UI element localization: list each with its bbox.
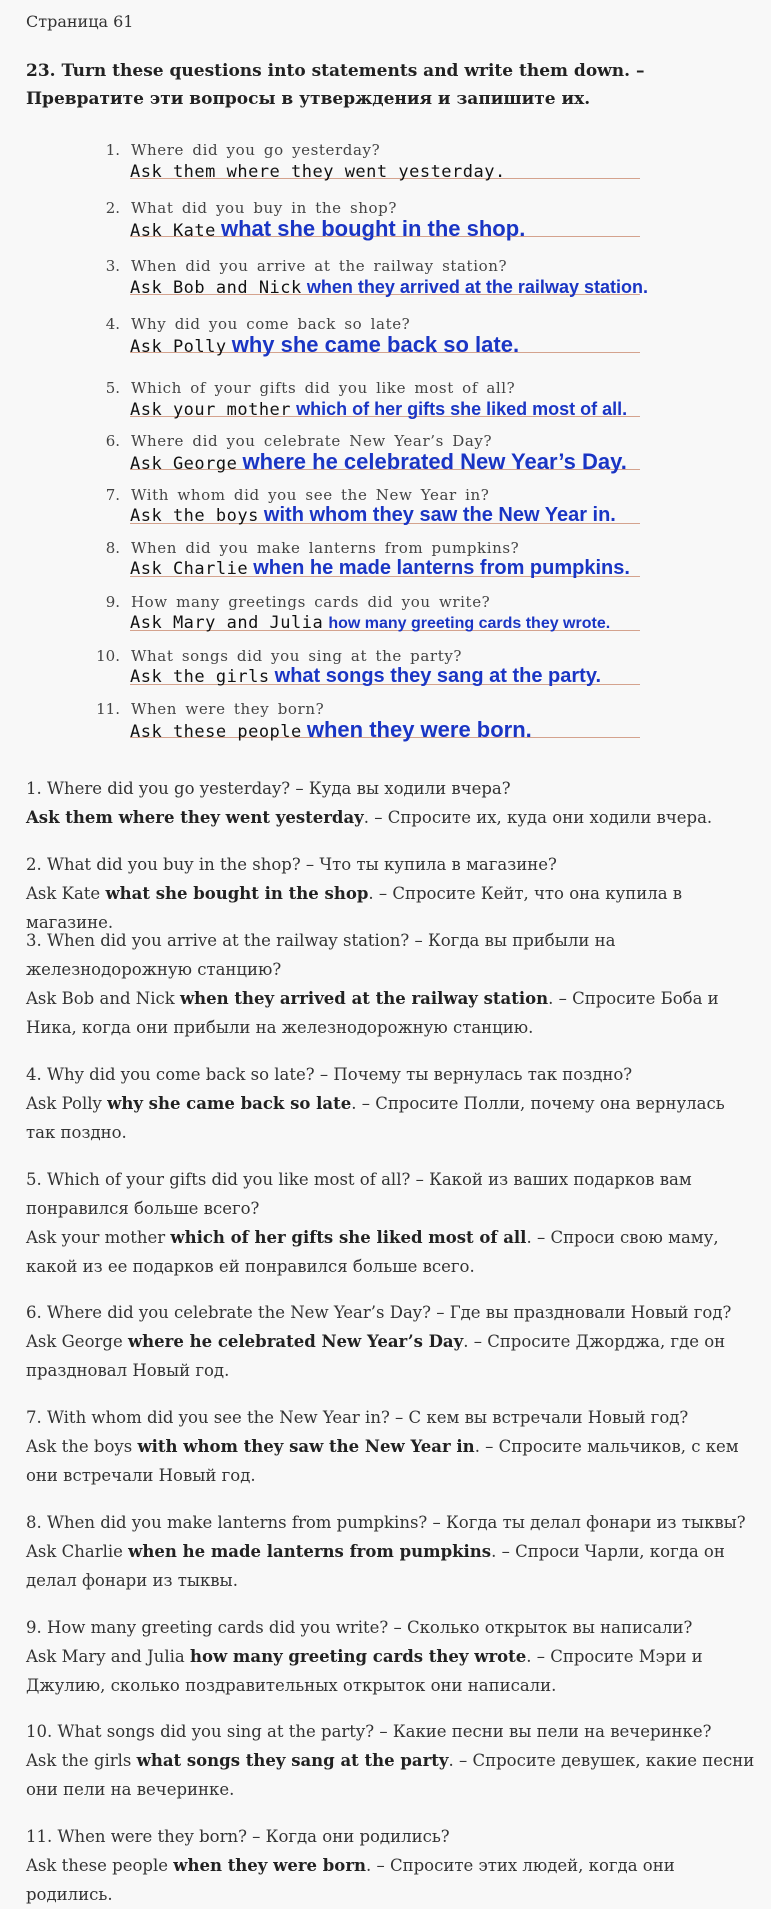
task-title: 23. Turn these questions into statements and write them down. – Превратите эти вопросы в утверждения и запишите их. [26,61,645,109]
entry-lead: Ask Polly [26,1094,108,1113]
translation-entry [26,1165,756,1281]
translation-entry [26,1717,756,1804]
item-number: 1. [105,141,120,159]
item-question: How many greetings cards did you write? [131,593,491,611]
typed-answer: when they were born. [306,717,532,742]
handwritten-prefix: Ask Charlie [130,559,249,579]
worksheet-item [0,315,771,367]
entry-answer-bold: what she bought in the shop [105,884,369,903]
entry-translation: . – Спросите их, куда они ходили вчера. [363,808,713,827]
entry-translation: . – Спросите Кейт, что она купила в магазине. [26,884,683,932]
item-number: 7. [105,486,120,504]
entry-lead: Ask the girls [26,1751,137,1770]
typed-answer: when they arrived at the railway station. [306,277,648,297]
item-number: 6. [105,432,120,450]
worksheet-item [0,432,771,484]
worksheet-item [0,199,771,251]
entry-question: 6. Where did you celebrate the New Year’s Day? – Где вы праздновали Новый год? [26,1303,732,1322]
item-question: What did you buy in the shop? [131,199,398,217]
handwritten-prefix: Ask Polly [130,337,227,357]
handwritten-prefix: Ask them where they went yesterday. [130,162,506,182]
worksheet-item [0,379,771,431]
translation-entry [26,1822,756,1909]
item-number: 9. [105,593,120,611]
typed-answer: when he made lanterns from pumpkins. [253,557,630,579]
worksheet-item [0,486,771,538]
entry-question: 3. When did you arrive at the railway station? – Когда вы прибыли на железнодорожную станцию? [26,931,616,979]
entry-lead: Ask Mary and Julia [26,1647,190,1666]
worksheet-item [0,539,771,591]
entry-question: 10. What songs did you sing at the party? – Какие песни вы пели на вечеринке? [26,1722,712,1741]
worksheet-item [0,141,771,193]
item-question: When were they born? [131,700,325,718]
item-question: Where did you go yesterday? [131,141,381,159]
entry-translation: . – Спросите Джорджа, где он праздновал Новый год. [26,1332,726,1380]
entry-answer-bold: with whom they saw the New Year in [137,1437,475,1456]
handwritten-prefix: Ask the girls [130,667,270,687]
translation-entry [26,850,756,937]
entry-question: 7. With whom did you see the New Year in? – С кем вы встречали Новый год? [26,1408,689,1427]
translation-entry [26,1298,756,1385]
entry-question: 11. When were they born? – Когда они родились? [26,1827,450,1846]
translation-entry [26,1403,756,1490]
entry-answer-bold: when they arrived at the railway station [179,989,549,1008]
entry-answer-bold: which of her gifts she liked most of all [170,1228,527,1247]
entry-lead: Ask Kate [26,884,106,903]
entry-translation: . – Спроси свою маму, какой из ее подарков ей понравился больше всего. [26,1228,719,1276]
entry-translation: . – Спросите этих людей, когда они родились. [26,1856,675,1904]
item-number: 3. [105,257,120,275]
item-question: With whom did you see the New Year in? [131,486,490,504]
entry-answer-bold: where he celebrated New Year’s Day [127,1332,464,1351]
handwritten-prefix: Ask Mary and Julia [130,613,324,633]
worksheet-item [0,593,771,645]
item-question: Where did you celebrate New Year’s Day? [131,432,493,450]
entry-lead: Ask your mother [26,1228,171,1247]
translation-entry [26,1060,756,1147]
item-number: 4. [105,315,120,333]
entry-lead: Ask Charlie [26,1542,129,1561]
entry-question: 2. What did you buy in the shop? – Что ты купила в магазине? [26,855,557,874]
entry-answer-bold: why she came back so late [107,1094,352,1113]
translation-entry [26,774,756,832]
item-number: 2. [105,199,120,217]
entry-translation: . – Спросите девушек, какие песни они пели на вечеринке. [26,1751,755,1799]
entry-answer-bold: when they were born [173,1856,367,1875]
handwritten-prefix: Ask Bob and Nick [130,278,302,298]
typed-answer: what songs they sang at the party. [274,665,602,687]
entry-translation: . – Спросите Мэри и Джулию, сколько поздравительных открыток они написали. [26,1647,703,1695]
entry-lead: Ask the boys [26,1437,138,1456]
entry-answer-bold: when he made lanterns from pumpkins [128,1542,492,1561]
item-question: What songs did you sing at the party? [131,647,463,665]
item-question: Which of your gifts did you like most of all? [131,379,516,397]
entry-question: 8. When did you make lanterns from pumpkins? – Когда ты делал фонари из тыквы? [26,1513,746,1532]
handwritten-prefix: Ask the boys [130,506,259,526]
entry-lead: Ask George [26,1332,128,1351]
textbook-worksheet [0,0,771,760]
worksheet-item [0,700,771,752]
entry-translation: . – Спроси Чарли, когда он делал фонари из тыквы. [26,1542,725,1590]
worksheet-item [0,257,771,309]
translation-entry [26,926,756,1042]
translation-entry [26,1508,756,1595]
handwritten-prefix: Ask George [130,454,238,474]
entry-translation: . – Спросите Боба и Ника, когда они прибыли на железнодорожную станцию. [26,989,719,1037]
entry-question: 9. How many greeting cards did you write? – Сколько открыток вы написали? [26,1618,693,1637]
entry-question: 5. Which of your gifts did you like most of all? – Какой из ваших подарков вам понравился больше всего? [26,1170,692,1218]
translation-entry [26,1613,756,1700]
handwritten-prefix: Ask Kate [130,221,216,241]
item-number: 10. [96,647,120,665]
worksheet-item [0,647,771,699]
item-question: Why did you come back so late? [131,315,411,333]
typed-answer: what she bought in the shop. [220,216,526,241]
entry-lead: Ask Bob and Nick [26,989,180,1008]
entry-answer-bold: what songs they sang at the party [136,1751,449,1770]
entry-translation: . – Спросите Полли, почему она вернулась так поздно. [26,1094,725,1142]
typed-answer: why she came back so late. [231,332,520,357]
item-number: 11. [96,700,120,718]
handwritten-prefix: Ask these people [130,722,302,742]
typed-answer: which of her gifts she liked most of all. [296,399,628,419]
typed-answer: with whom they saw the New Year in. [263,504,616,526]
page-number: Страница 61 [26,12,134,31]
entry-answer-bold: Ask them where they went yesterday [26,808,364,827]
item-number: 5. [105,379,120,397]
entry-question: 4. Why did you come back so late? – Почему ты вернулась так поздно? [26,1065,633,1084]
entry-question: 1. Where did you go yesterday? – Куда вы ходили вчера? [26,779,511,798]
item-number: 8. [105,539,120,557]
entry-lead: Ask these people [26,1856,174,1875]
typed-answer: where he celebrated New Year’s Day. [242,449,627,474]
typed-answer: how many greeting cards they wrote. [328,615,611,632]
item-question: When did you make lanterns from pumpkins? [131,539,520,557]
item-question: When did you arrive at the railway station? [131,257,508,275]
handwritten-prefix: Ask your mother [130,400,292,420]
entry-answer-bold: how many greeting cards they wrote [189,1647,527,1666]
entry-translation: . – Спросите мальчиков, с кем они встречали Новый год. [26,1437,739,1485]
